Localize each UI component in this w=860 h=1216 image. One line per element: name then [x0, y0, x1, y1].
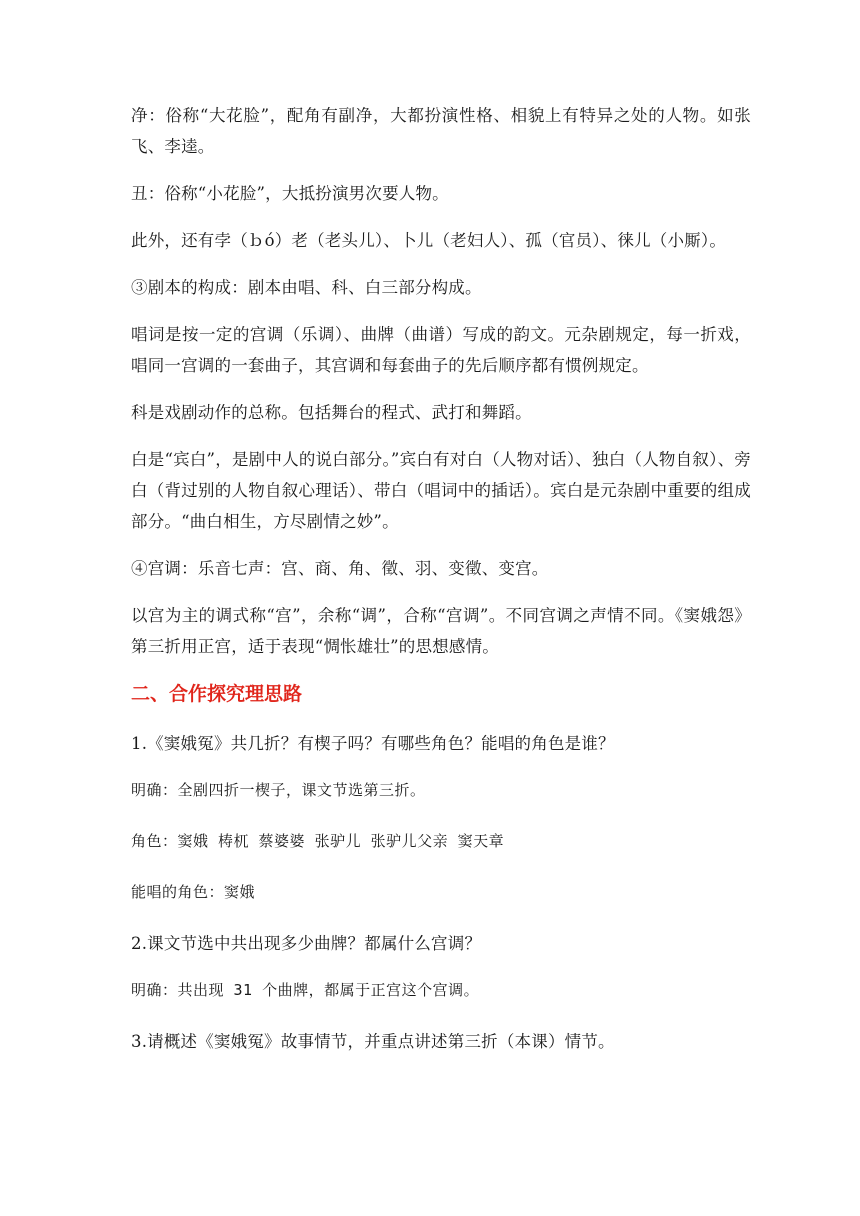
answer-1-singer: 能唱的角色：窦娥	[131, 883, 256, 901]
answer-1: 明确：全剧四折一楔子，课文节选第三折。	[131, 781, 426, 799]
paragraph-jing-role: 净：俗称“大花脸”，配角有副净，大都扮演性格、相貌上有特异之处的人物。如张飞、李逵。	[131, 106, 751, 156]
paragraph-gongdiao: ④宫调：乐音七声：宫、商、角、徵、羽、变徵、变宫。	[131, 559, 549, 578]
paragraph-ke: 科是戏剧动作的总称。包括舞台的程式、武打和舞蹈。	[131, 403, 532, 422]
answer-1-roles: 角色：窦娥 梼杌 蔡婆婆 张驴儿 张驴儿父亲 窦天章	[131, 832, 505, 850]
paragraph-other-roles: 此外，还有孛（ｂó）老（老头儿）、卜儿（老妇人）、孤（官员）、徕儿（小厮）。	[131, 231, 727, 250]
paragraph-chou-role: 丑：俗称“小花脸”，大抵扮演男次要人物。	[131, 184, 449, 203]
paragraph-binbai: 白是“宾白”，是剧中人的说白部分。”宾白有对白（人物对话）、独白（人物自叙）、旁白（背过别的人物自叙心理话）、带白（唱词中的插话）。宾白是元杂剧中重要的组成部分。“曲白相生，方尽剧情之妙”。	[131, 450, 751, 531]
paragraph-gongdiao-detail: 以宫为主的调式称“宫”，余称“调”，合称“宫调”。不同宫调之声情不同。《窦娥怨》第三折用正宫，适于表现“惆怅雄壮”的思想感情。	[131, 606, 751, 656]
question-3: 3.请概述《窦娥冤》故事情节，并重点讲述第三折（本课）情节。	[131, 1032, 615, 1051]
answer-2: 明确：共出现 31 个曲牌，都属于正宫这个宫调。	[131, 981, 480, 999]
paragraph-lyrics: 唱词是按一定的宫调（乐调）、曲牌（曲谱）写成的韵文。元杂剧规定，每一折戏，唱同一宫调的一套曲子，其宫调和每套曲子的先后顺序都有惯例规定。	[131, 325, 751, 375]
question-1: 1.《窦娥冤》共几折？有楔子吗？有哪些角色？能唱的角色是谁？	[131, 734, 615, 753]
document-page	[131, 100, 751, 1073]
section-heading: 二、合作探究理思路	[131, 683, 303, 705]
paragraph-script-structure: ③剧本的构成：剧本由唱、科、白三部分构成。	[131, 278, 482, 297]
question-2: 2.课文节选中共出现多少曲牌？都属什么宫调？	[131, 934, 482, 953]
